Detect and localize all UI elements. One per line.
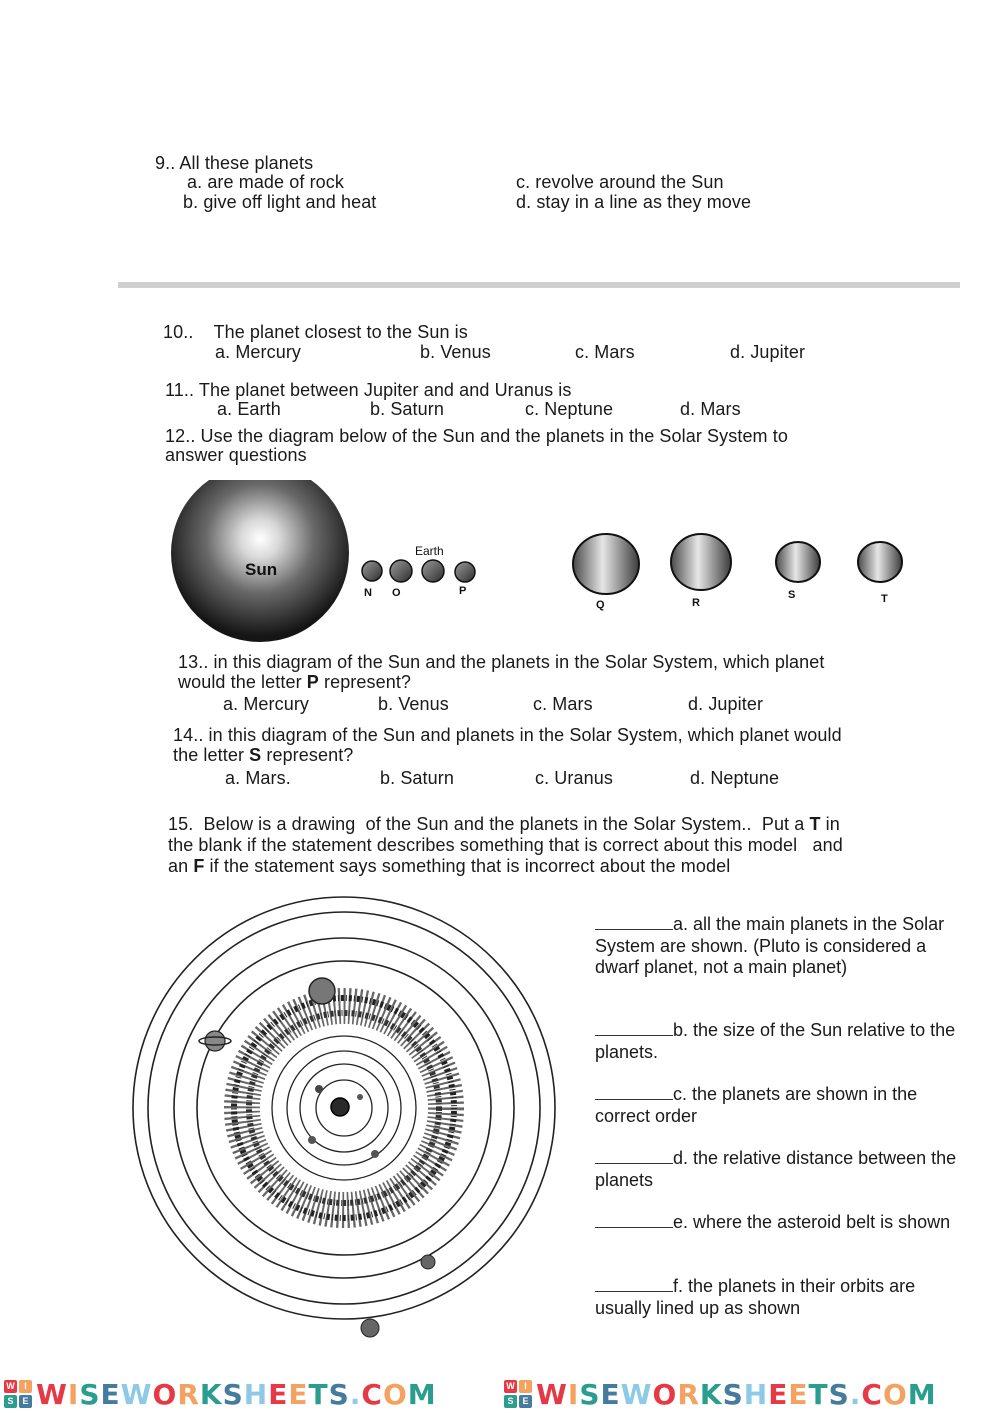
inner-planet-4: [371, 1150, 379, 1158]
section-divider: [118, 282, 960, 288]
q11-option-b[interactable]: b. Saturn: [370, 399, 444, 419]
tf-statement-d: d. the relative distance between the planets: [595, 1148, 957, 1190]
sun-center: [331, 1098, 349, 1116]
orbit-diagram: [130, 888, 560, 1343]
q13-option-d[interactable]: d. Jupiter: [688, 694, 764, 714]
q13-line1: 13.. in this diagram of the Sun and the planets in the Solar System, which planet: [178, 652, 825, 672]
label-t: T: [881, 593, 888, 605]
q9-option-b[interactable]: b. give off light and heat: [183, 192, 377, 212]
label-o: O: [392, 587, 401, 599]
planet-p-shape: [455, 562, 475, 582]
inner-planet-1: [315, 1085, 323, 1093]
q11-option-a[interactable]: a. Earth: [217, 399, 281, 419]
watermark-text-1: WISEWORKSHEETS.COM: [36, 1377, 437, 1411]
outer-planet-saturn: [205, 1031, 225, 1051]
tf-statement-a: a. all the main planets in the Solar System are shown. (Pluto is considered a dwarf planet, not a main planet): [595, 914, 945, 977]
tf-statement-c: c. the planets are shown in the correct order: [595, 1084, 918, 1126]
q15-line2: the blank if the statement describes something that is correct about this model and: [168, 835, 843, 855]
q14-option-c[interactable]: c. Uranus: [535, 768, 613, 788]
q13-option-a[interactable]: a. Mercury: [223, 694, 310, 714]
q12-line1: 12.. Use the diagram below of the Sun and the planets in the Solar System to: [165, 426, 788, 446]
label-r: R: [692, 597, 700, 609]
label-s: S: [788, 589, 796, 601]
planet-o-shape: [390, 560, 412, 582]
answer-blank-c[interactable]: [595, 1083, 673, 1100]
planet-r-shape: [671, 534, 731, 590]
q12-line2: answer questions: [165, 445, 307, 465]
planet-n-shape: [362, 561, 382, 581]
answer-blank-f[interactable]: [595, 1275, 673, 1292]
watermark-2: [504, 1376, 937, 1412]
q15-t-letter: T: [809, 814, 821, 834]
outer-planet-jupiter: [309, 978, 335, 1004]
q10-option-d[interactable]: d. Jupiter: [730, 342, 806, 362]
q15-line1: 15. Below is a drawing of the Sun and the planets in the Solar System.. Put a T in: [168, 814, 840, 834]
q11-option-c[interactable]: c. Neptune: [525, 399, 614, 419]
q9-option-d[interactable]: d. stay in a line as they move: [516, 192, 752, 212]
answer-blank-b[interactable]: [595, 1019, 673, 1036]
outer-planet-neptune: [361, 1319, 379, 1337]
q14-line1: 14.. in this diagram of the Sun and planets in the Solar System, which planet would: [173, 725, 842, 745]
tf-statement-f: f. the planets in their orbits are usually lined up as shown: [595, 1276, 916, 1318]
q11-stem: 11.. The planet between Jupiter and and Uranus is: [165, 380, 572, 400]
q10-option-c[interactable]: c. Mars: [575, 342, 635, 362]
watermark-text-2: WISEWORKSHEETS.COM: [536, 1377, 937, 1411]
q13-line2: would the letter P represent?: [178, 672, 412, 692]
q15-f-letter: F: [193, 856, 205, 876]
planet-t-shape: [858, 542, 902, 582]
watermark-logo-icon: W I S E: [504, 1380, 532, 1408]
q14-option-d[interactable]: d. Neptune: [690, 768, 780, 788]
planet-q-shape: [573, 534, 639, 594]
earth-label: Earth: [415, 544, 444, 558]
watermark-logo-icon: W I S E: [4, 1380, 32, 1408]
answer-blank-a[interactable]: [595, 913, 673, 930]
tf-statement-b: b. the size of the Sun relative to the planets.: [595, 1020, 956, 1062]
outer-planet-uranus: [421, 1255, 435, 1269]
q9-stem: 9.. All these planets: [155, 153, 314, 173]
planets-row-diagram: [150, 480, 930, 650]
q10-option-a[interactable]: a. Mercury: [215, 342, 302, 362]
tf-statement-e: e. where the asteroid belt is shown: [595, 1211, 965, 1234]
q13-option-b[interactable]: b. Venus: [378, 694, 449, 714]
q11-option-d[interactable]: d. Mars: [680, 399, 741, 419]
label-n: N: [364, 587, 372, 599]
q14-line2: the letter S represent?: [173, 745, 354, 765]
sun-label: Sun: [245, 560, 278, 579]
q13-letter: P: [306, 672, 319, 692]
q9-option-a[interactable]: a. are made of rock: [187, 172, 344, 192]
label-p: P: [459, 585, 467, 597]
q14-letter: S: [249, 745, 262, 765]
q14-option-b[interactable]: b. Saturn: [380, 768, 454, 788]
q14-option-a[interactable]: a. Mars.: [225, 768, 291, 788]
q15-line3: an F if the statement says something that is incorrect about the model: [168, 856, 731, 876]
planet-s-shape: [776, 542, 820, 582]
q9-option-c[interactable]: c. revolve around the Sun: [516, 172, 724, 192]
q10-stem: 10.. The planet closest to the Sun is: [163, 322, 468, 342]
answer-blank-d[interactable]: [595, 1147, 673, 1164]
planet-earth-shape: [422, 560, 444, 582]
watermark-1: [4, 1376, 437, 1412]
inner-planet-3: [357, 1094, 363, 1100]
answer-blank-e[interactable]: [595, 1211, 673, 1228]
label-q: Q: [596, 599, 605, 611]
inner-planet-2: [308, 1136, 316, 1144]
q10-option-b[interactable]: b. Venus: [420, 342, 491, 362]
q13-option-c[interactable]: c. Mars: [533, 694, 593, 714]
